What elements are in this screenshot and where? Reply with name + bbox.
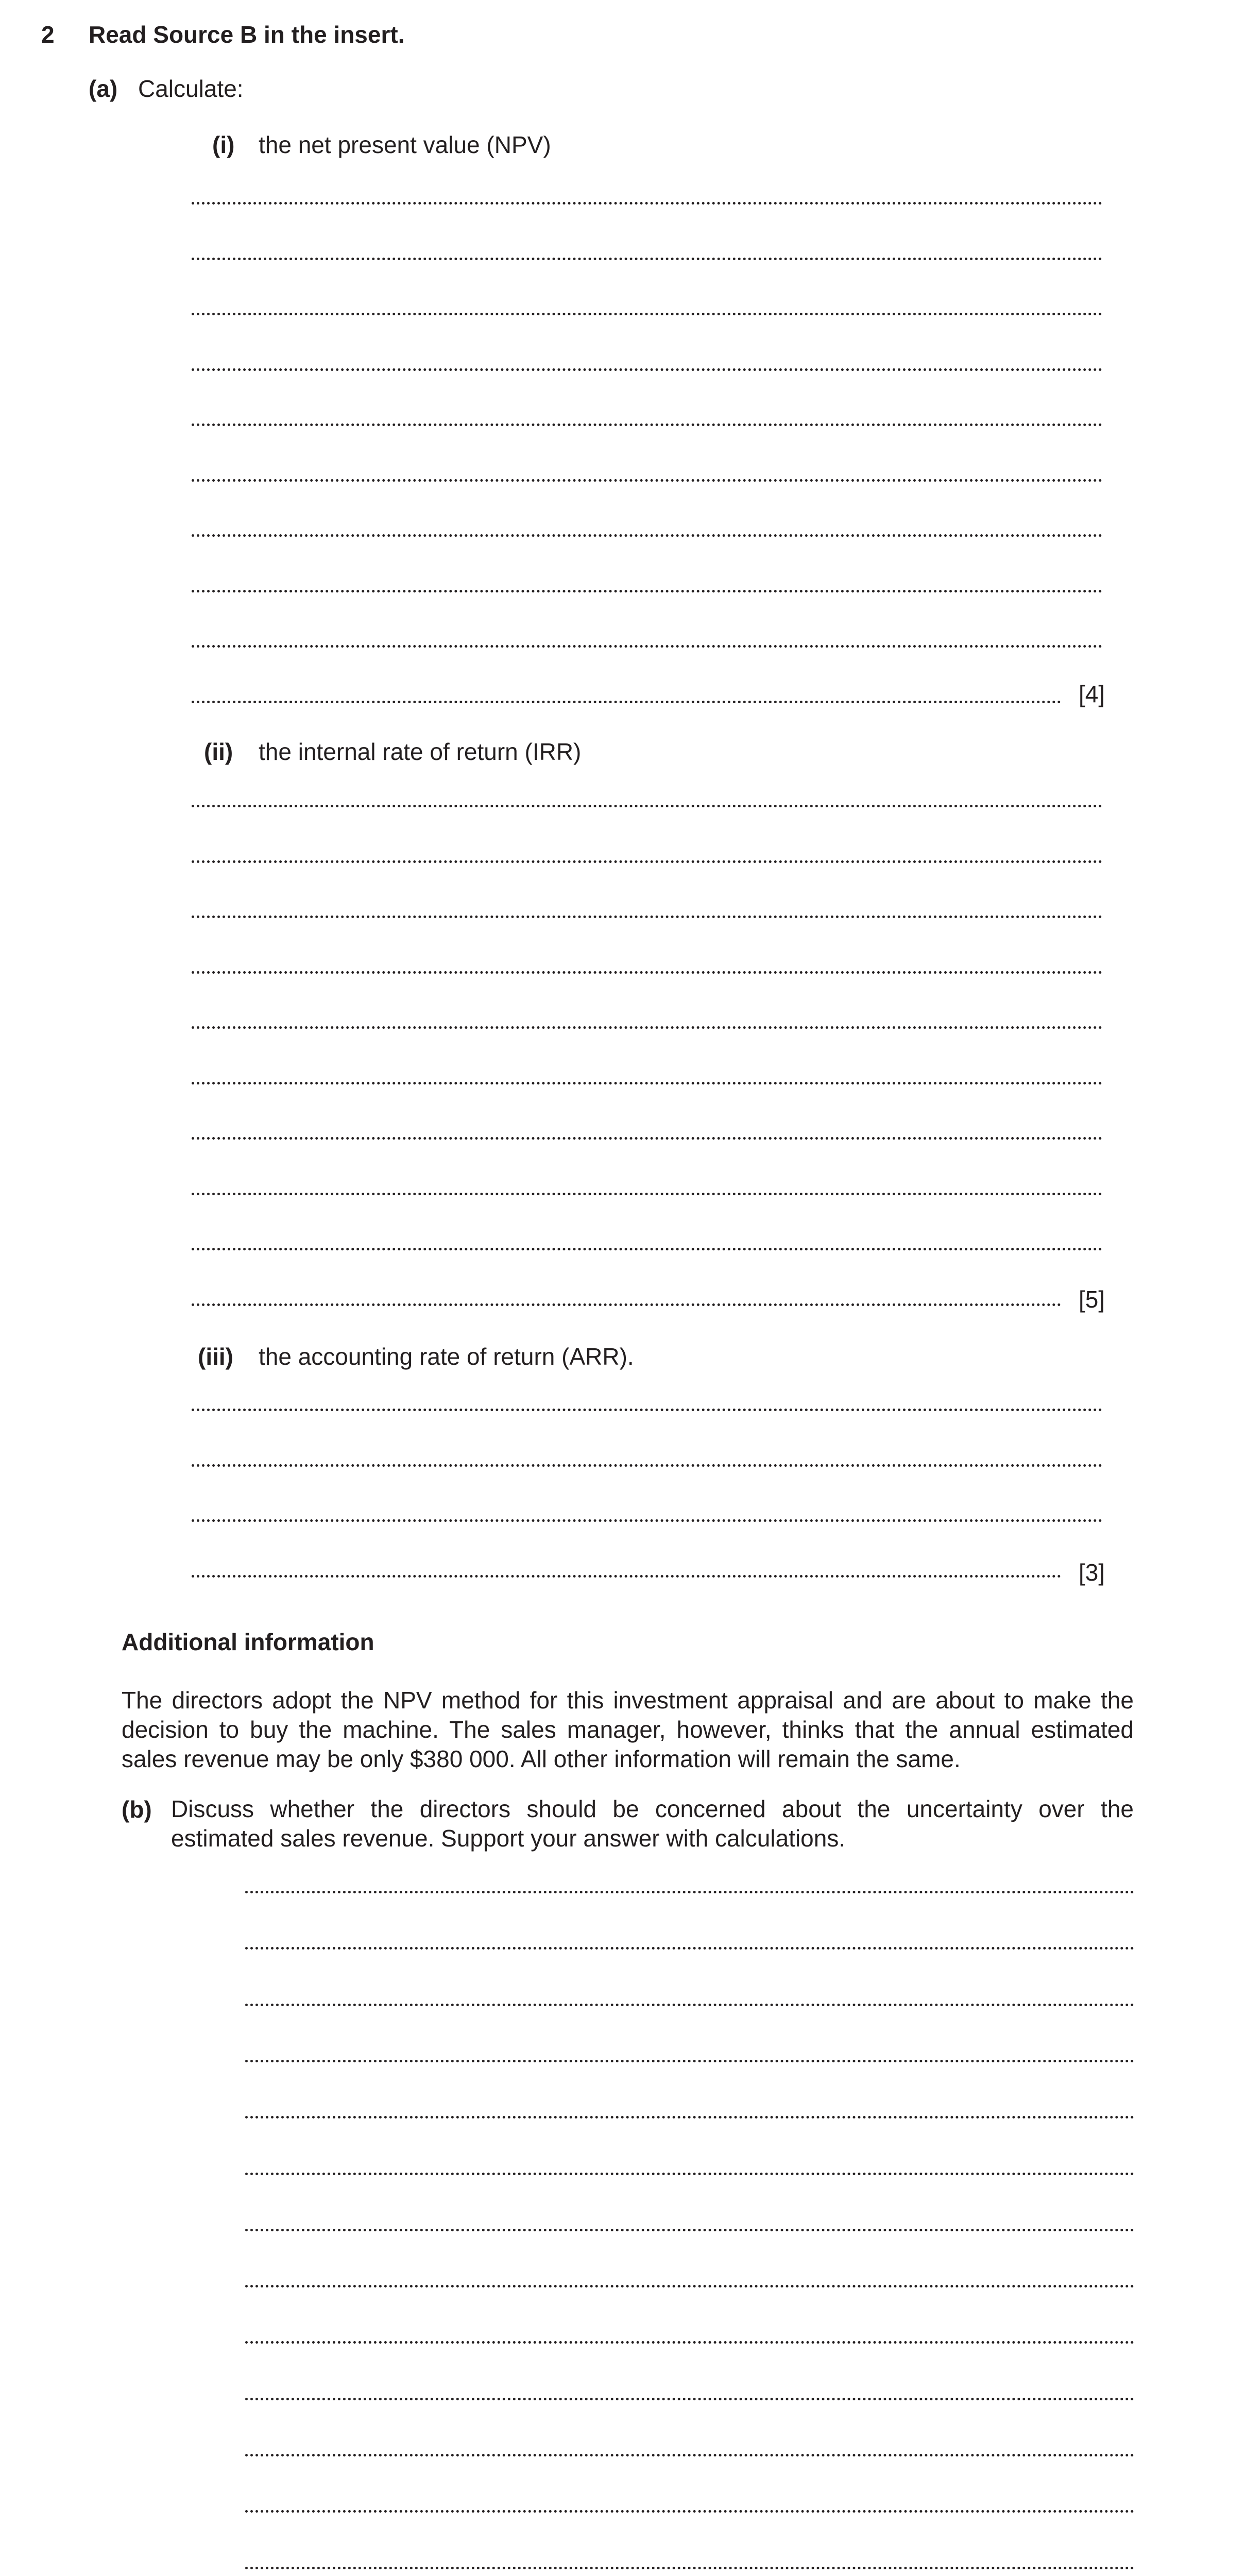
answer-line[interactable] [245, 2229, 1134, 2231]
part-a-i-label: (i) [212, 131, 235, 158]
answer-line[interactable] [245, 2116, 1134, 2119]
answer-line[interactable] [245, 1947, 1134, 1950]
part-a-iii-text: the accounting rate of return (ARR). [259, 1343, 634, 1370]
answer-line[interactable] [245, 2341, 1134, 2344]
answer-line[interactable] [192, 479, 1102, 482]
part-a-label: (a) [89, 75, 118, 102]
part-a-ii-label: (ii) [204, 738, 233, 765]
answer-line[interactable] [192, 1409, 1102, 1411]
answer-line[interactable] [192, 916, 1102, 918]
answer-line[interactable] [192, 202, 1102, 205]
question-number: 2 [41, 21, 55, 48]
part-a-i-text: the net present value (NPV) [259, 131, 551, 158]
marks-a-iii: [3] [1079, 1559, 1105, 1586]
answer-line[interactable] [192, 590, 1102, 592]
answer-line[interactable] [192, 701, 1061, 703]
marks-a-i: [4] [1079, 681, 1105, 707]
answer-line[interactable] [245, 2285, 1134, 2287]
answer-line[interactable] [192, 805, 1102, 807]
answer-line[interactable] [192, 645, 1102, 648]
answer-line[interactable] [192, 1193, 1102, 1195]
answer-line[interactable] [245, 2567, 1134, 2569]
answer-line[interactable] [245, 2004, 1134, 2006]
part-b-text: Discuss whether the directors should be concerned about the uncertainty over the estimated sales revenue. Support your answer with calculations. [171, 1795, 1134, 1852]
answer-line[interactable] [245, 2173, 1134, 2175]
part-b-label: (b) [122, 1796, 152, 1823]
answer-line[interactable] [192, 1137, 1102, 1140]
answer-line[interactable] [192, 1248, 1102, 1250]
answer-line[interactable] [245, 2398, 1134, 2400]
answer-line[interactable] [192, 860, 1102, 863]
part-a-ii-text: the internal rate of return (IRR) [259, 738, 582, 765]
answer-line[interactable] [192, 313, 1102, 315]
answer-line[interactable] [245, 2454, 1134, 2456]
answer-line[interactable] [192, 1464, 1102, 1467]
answer-line[interactable] [192, 1082, 1102, 1084]
answer-line[interactable] [192, 1575, 1061, 1578]
info1-body: The directors adopt the NPV method for this investment appraisal and are about to make the decision to buy the machine. The sales manager, however, thinks that the annual estimated sales revenue may be only $380 000. All other information will remain the same. [122, 1687, 1134, 1772]
answer-line[interactable] [192, 368, 1102, 371]
answer-line[interactable] [192, 1303, 1061, 1306]
answer-line[interactable] [192, 423, 1102, 426]
answer-line[interactable] [192, 534, 1102, 537]
answer-line[interactable] [245, 2510, 1134, 2513]
answer-line[interactable] [192, 258, 1102, 260]
question-instruction: Read Source B in the insert. [89, 21, 405, 48]
answer-line[interactable] [192, 1026, 1102, 1029]
answer-line[interactable] [245, 1891, 1134, 1893]
info1-heading: Additional information [122, 1629, 374, 1655]
answer-line[interactable] [192, 1519, 1102, 1522]
answer-line[interactable] [245, 2060, 1134, 2062]
marks-a-ii: [5] [1079, 1286, 1105, 1313]
part-a-prompt: Calculate: [138, 75, 244, 102]
answer-line[interactable] [192, 971, 1102, 974]
part-a-iii-label: (iii) [198, 1343, 233, 1370]
